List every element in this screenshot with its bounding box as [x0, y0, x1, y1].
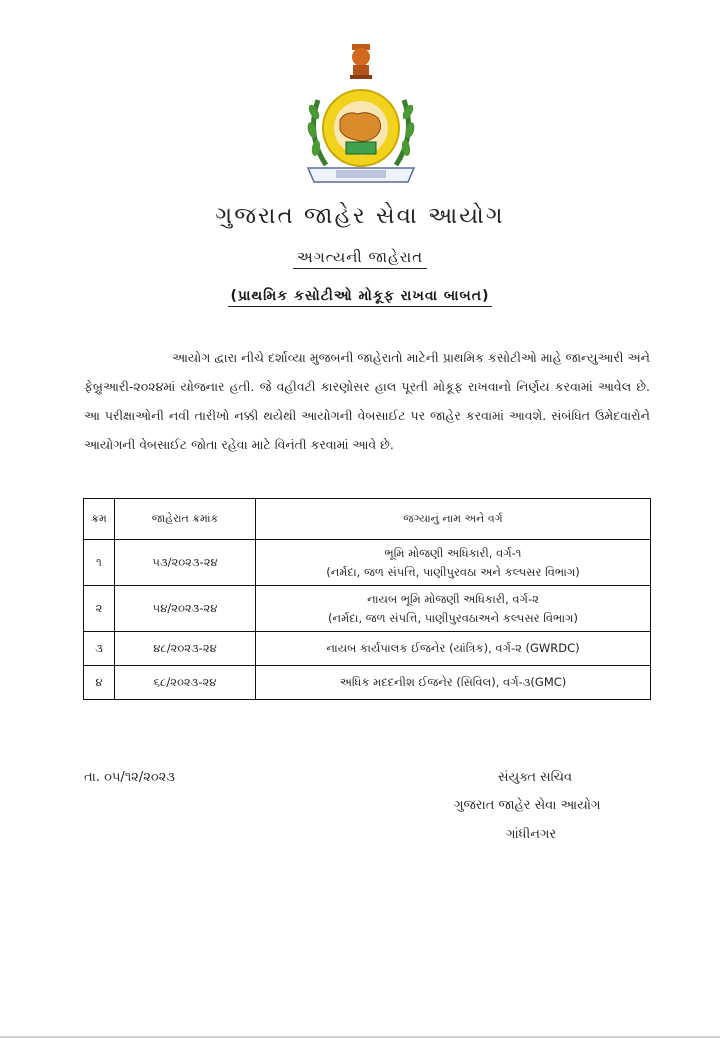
table-header-row [84, 499, 651, 540]
row-post-dept: (નર્મદા, જળ સંપત્તિ, પાણીપુરવઠા અને કલ્પસર વિભાગ) [326, 564, 580, 579]
notice-date: તા. ૦૫/૧૨/૨૦૨૩ [84, 770, 175, 785]
notice-title-text: અગત્યની જાહેરાત [293, 248, 427, 269]
gpsc-emblem-icon [296, 40, 426, 200]
sign-org: ગુજરાત જાહેર સેવા આયોગ [454, 798, 601, 813]
table-row [84, 666, 651, 700]
notice-subject [0, 285, 720, 304]
row-adv-no: ૬૮/૨૦૨૩-૨૪ [115, 666, 256, 700]
header-post-name: જગ્યાનું નામ અને વર્ગ [256, 499, 651, 540]
table-row [84, 586, 651, 632]
table-row [84, 632, 651, 666]
row-post-name: ભૂમિ મોજણી અધિકારી, વર્ગ-૧ [384, 545, 522, 560]
sign-place: ગાંધીનગર [506, 827, 557, 842]
sign-title: સંયુક્ત સચિવ [498, 770, 573, 785]
posts-table [83, 498, 651, 700]
organization-title: ગુજરાત જાહેર સેવા આયોગ [215, 203, 505, 229]
row-post-name: નાયબ કાર્યપાલક ઈજનેર (યાંત્રિક), વર્ગ-૨ (GWRDC) [256, 632, 651, 666]
row-post-dept: (નર્મદા, જળ સંપત્તિ, પાણીપુરવઠાઅને કલ્પસર વિભાગ) [328, 610, 578, 625]
row-adv-no: ૫૪/૨૦૨૩-૨૪ [115, 586, 256, 632]
row-adv-no: ૫૩/૨૦૨૩-૨૪ [115, 540, 256, 586]
row-post [256, 586, 651, 632]
header-adv-no: જાહેરાત ક્રમાંક [115, 499, 256, 540]
notice-title [0, 247, 720, 266]
row-post-name: અધિક મદદનીશ ઈજનેર (સિવિલ), વર્ગ-૩(GMC) [256, 666, 651, 700]
row-serial: ૨ [84, 586, 115, 632]
notice-paragraph: આયોગ દ્વારા નીચે દર્શાવ્યા મુજબની જાહેરાતો માટેની પ્રાથમિક કસોટીઓ માહે જાન્યુઆરી અને ફેબ્રુઆરી-૨૦૨૪માં યોજનાર હતી. જે વહીવટી કારણોસર હાલ પૂરતી મોકૂફ રાખવાનો નિર્ણય કરવામાં આવેલ છે. આ પરીક્ષાઓની નવી તારીખો નક્કી થયેથી આયોગની વેબસાઈટ પર જાહેર કરવામાં આવશે. સંબંધિત ઉમેદવારોને આયોગની વેબસાઈટ જોતા રહેવા માટે વિનંતી કરવામાં આવે છે. [84, 350, 650, 452]
row-serial: ૪ [84, 666, 115, 700]
notice-subject-text: (પ્રાથમિક કસોટીઓ મોકૂફ રાખવા બાબત) [228, 288, 493, 307]
row-serial: ૧ [84, 540, 115, 586]
row-post-name: નાયબ ભૂમિ મોજણી અધિકારી, વર્ગ-૨ [367, 591, 539, 606]
row-serial: ૩ [84, 632, 115, 666]
row-adv-no: ૪૮/૨૦૨૩-૨૪ [115, 632, 256, 666]
row-post [256, 540, 651, 586]
table-row [84, 540, 651, 586]
header-serial: ક્રમ [84, 499, 115, 540]
